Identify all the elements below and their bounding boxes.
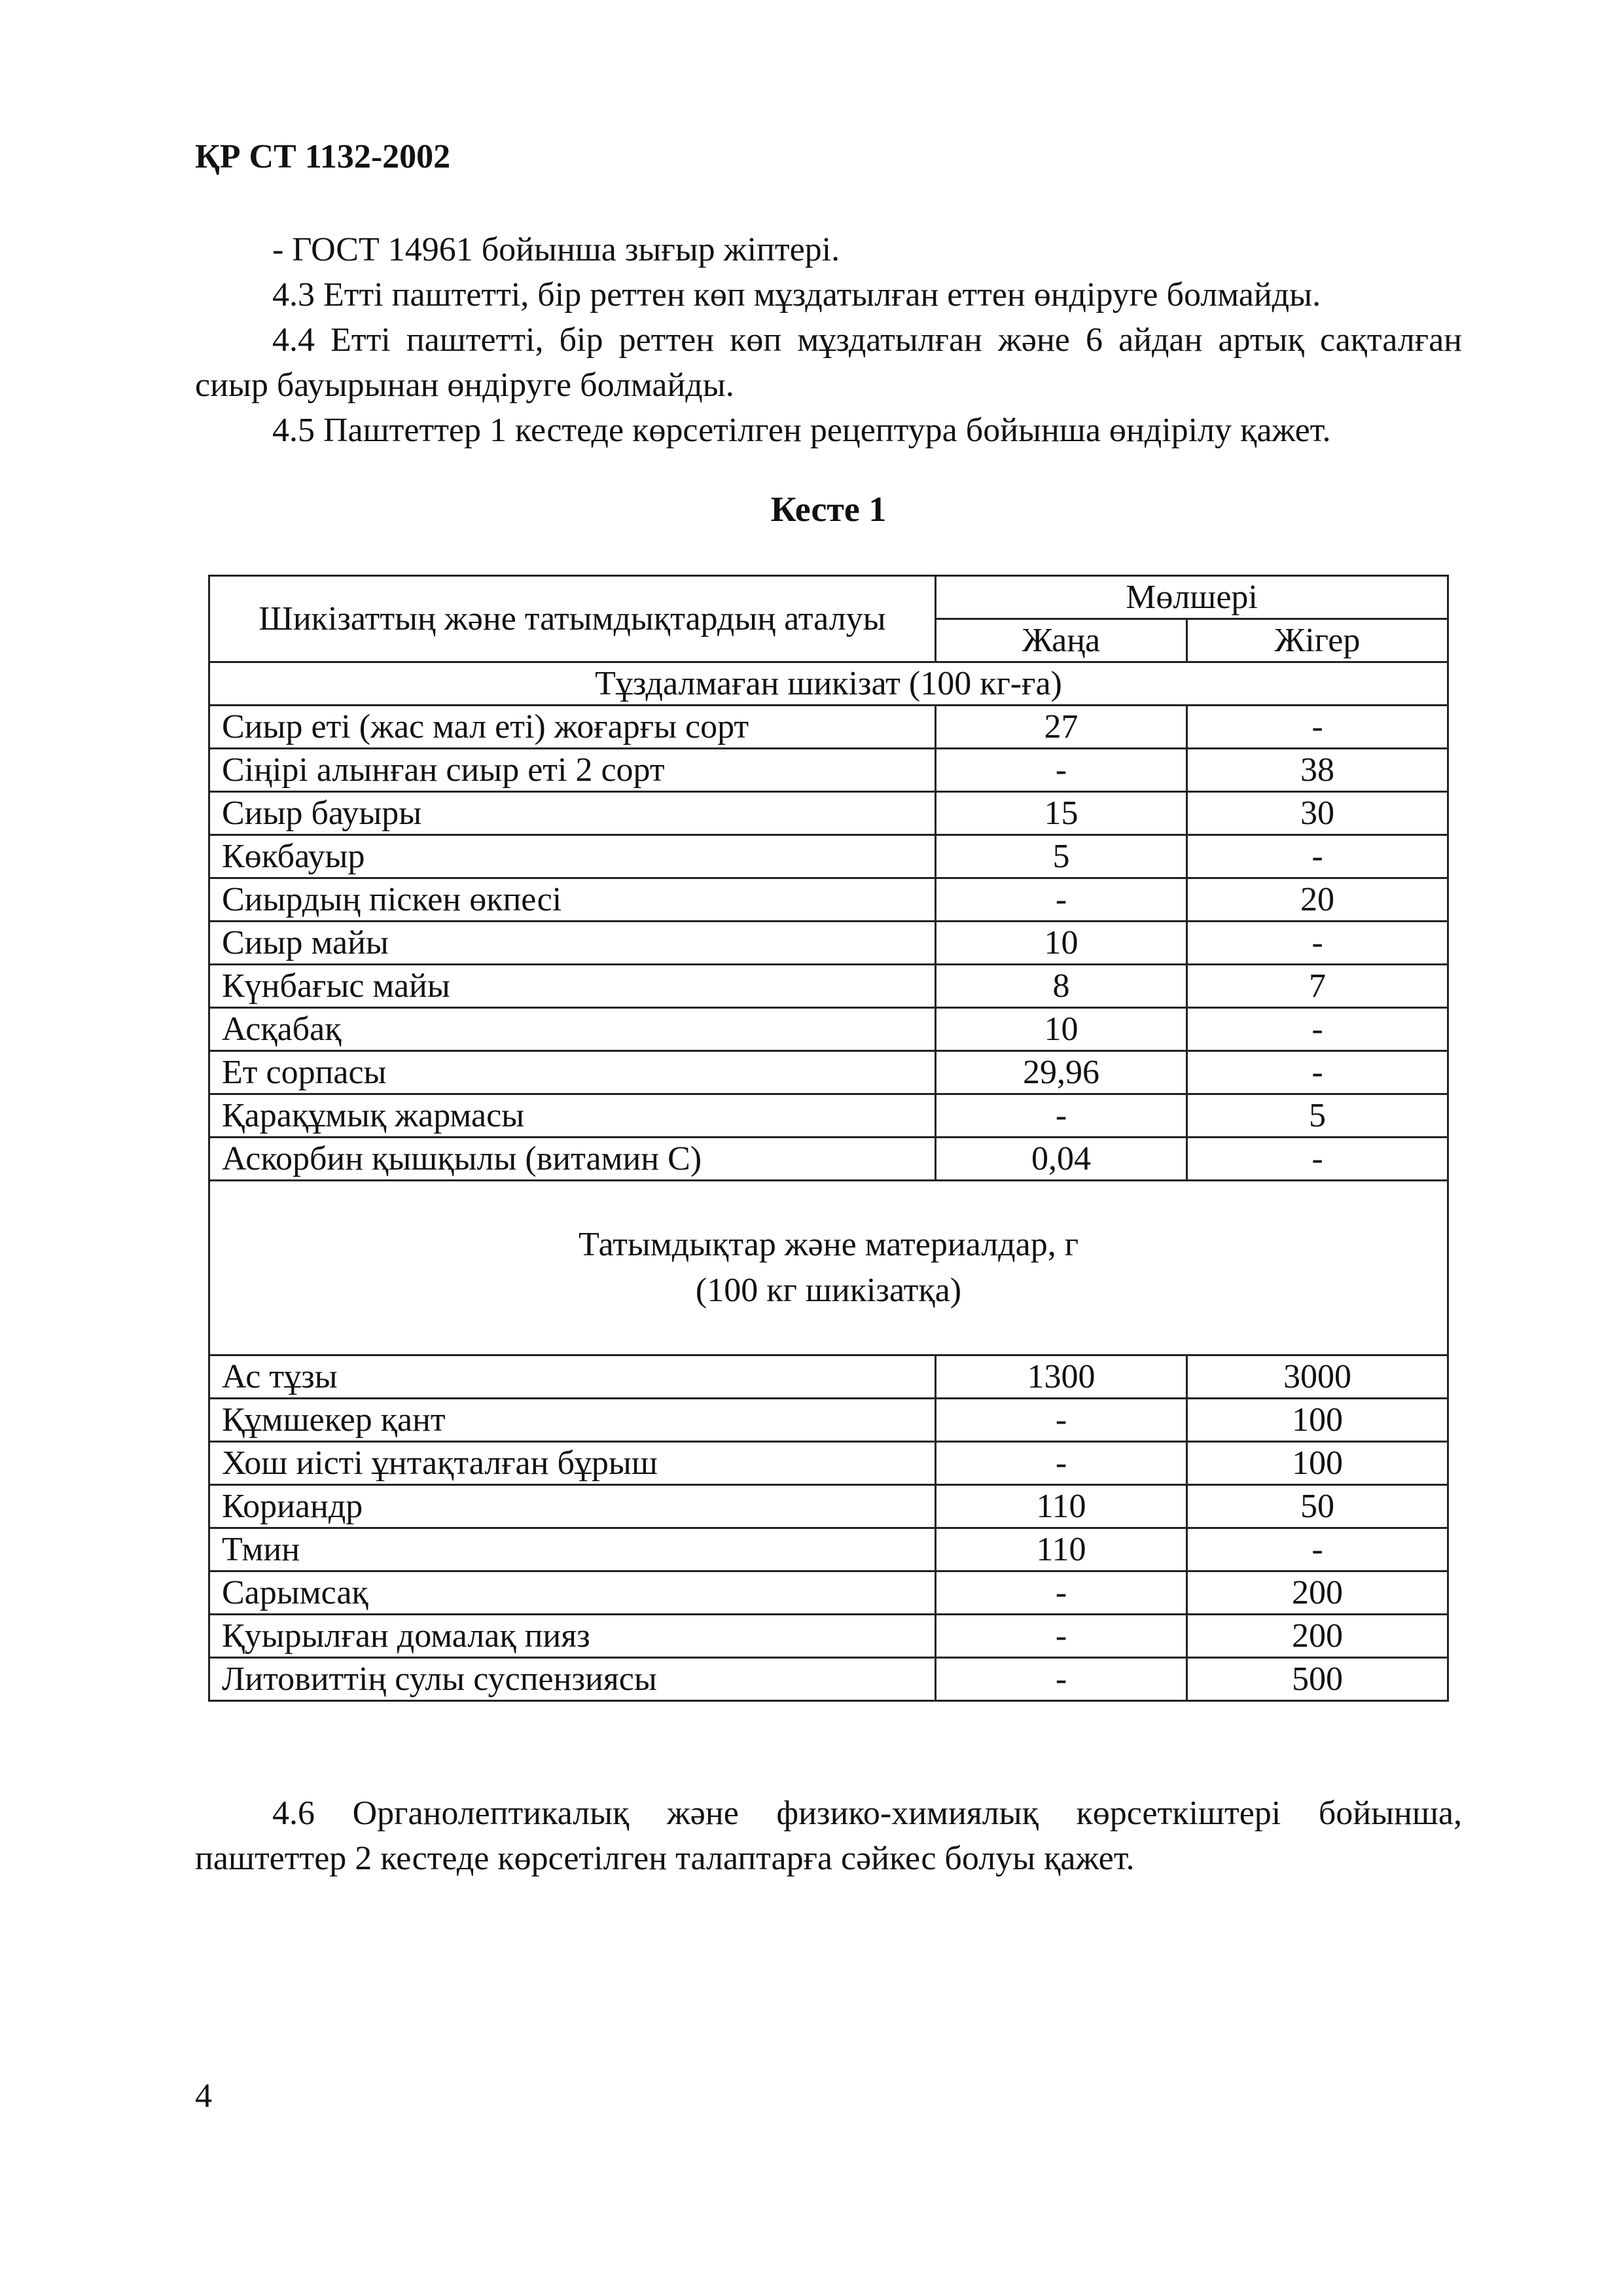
amount-fresh: 110 (936, 1528, 1187, 1571)
ingredient-name: Сиыр бауыры (209, 792, 936, 835)
amount-liver: - (1187, 1138, 1448, 1181)
ingredient-name: Құмшекер қант (209, 1399, 936, 1442)
column-header-amount: Мөлшері (936, 576, 1448, 619)
amount-fresh: 10 (936, 922, 1187, 965)
amount-liver: - (1187, 706, 1448, 749)
ingredient-name: Сиырдың піскен өкпесі (209, 878, 936, 922)
ingredient-name: Кориандр (209, 1485, 936, 1528)
section-header-row (209, 1181, 1448, 1355)
amount-fresh: - (936, 1399, 1187, 1442)
amount-liver: 38 (1187, 749, 1448, 792)
table-row (209, 965, 1448, 1008)
ingredient-name: Сиыр майы (209, 922, 936, 965)
amount-liver: 200 (1187, 1615, 1448, 1658)
table-row (209, 922, 1448, 965)
amount-fresh: - (936, 1442, 1187, 1485)
recipe-table (208, 575, 1449, 1702)
amount-liver: 30 (1187, 792, 1448, 835)
amount-fresh: 8 (936, 965, 1187, 1008)
ingredient-name: Сіңірі алынған сиыр еті 2 сорт (209, 749, 936, 792)
ingredient-name: Қуырылған домалақ пияз (209, 1615, 936, 1658)
amount-fresh: - (936, 1571, 1187, 1615)
amount-fresh: 110 (936, 1485, 1187, 1528)
amount-fresh: 5 (936, 835, 1187, 878)
amount-liver: - (1187, 922, 1448, 965)
paragraph-4-6: 4.6 Органолептикалық және физико-химиялық көрсеткіштері бойынша, паштеттер 2 кестеде көрсетілген талаптарға сәйкес болуы қажет. (195, 1795, 1462, 1877)
amount-fresh: 0,04 (936, 1138, 1187, 1181)
column-header-fresh: Жаңа (936, 619, 1187, 662)
table-row (209, 1399, 1448, 1442)
document-code: ҚР СТ 1132-2002 (195, 138, 451, 175)
ingredient-name: Қарақұмық жармасы (209, 1094, 936, 1138)
paragraph-4-3: 4.3 Етті паштетті, бір реттен көп мұздатылған еттен өндіруге болмайды. (272, 276, 1321, 314)
amount-liver: 100 (1187, 1399, 1448, 1442)
table-row (209, 1138, 1448, 1181)
paragraph-4-5: 4.5 Паштеттер 1 кестеде көрсетілген рецептура бойынша өндірілу қажет. (272, 412, 1331, 449)
table-row (209, 1571, 1448, 1615)
table-row (209, 749, 1448, 792)
ingredient-name: Ет сорпасы (209, 1051, 936, 1094)
table-row (209, 1442, 1448, 1485)
column-header-name: Шикізаттың және татымдықтардың аталуы (209, 576, 936, 662)
amount-liver: - (1187, 835, 1448, 878)
amount-fresh: - (936, 1615, 1187, 1658)
amount-liver: 500 (1187, 1658, 1448, 1701)
section-title-line-2: (100 кг шикізатқа) (695, 1272, 962, 1309)
ingredient-name: Ас тұзы (209, 1355, 936, 1399)
amount-fresh: 15 (936, 792, 1187, 835)
amount-fresh: - (936, 878, 1187, 922)
amount-liver: 100 (1187, 1442, 1448, 1485)
table-row (209, 1615, 1448, 1658)
page-number: 4 (195, 2077, 212, 2115)
paragraph-flax-threads: - ГОСТ 14961 бойынша зығыр жіптері. (272, 231, 840, 268)
table-row (209, 1658, 1448, 1701)
amount-liver: - (1187, 1008, 1448, 1051)
table-row (209, 1355, 1448, 1399)
table-row (209, 1528, 1448, 1571)
ingredient-name: Сиыр еті (жас мал еті) жоғарғы сорт (209, 706, 936, 749)
amount-liver: - (1187, 1051, 1448, 1094)
table-row (209, 1094, 1448, 1138)
table-row (209, 878, 1448, 922)
ingredient-name: Сарымсақ (209, 1571, 936, 1615)
table-row (209, 792, 1448, 835)
ingredient-name: Көкбауыр (209, 835, 936, 878)
amount-fresh: 29,96 (936, 1051, 1187, 1094)
table-row (209, 706, 1448, 749)
amount-liver: - (1187, 1528, 1448, 1571)
amount-fresh: - (936, 1658, 1187, 1701)
amount-fresh: 27 (936, 706, 1187, 749)
amount-liver: 5 (1187, 1094, 1448, 1138)
amount-liver: 50 (1187, 1485, 1448, 1528)
column-header-liver: Жігер (1187, 619, 1448, 662)
ingredient-name: Аскорбин қышқылы (витамин С) (209, 1138, 936, 1181)
table-row (209, 1008, 1448, 1051)
table-row (209, 1051, 1448, 1094)
table-row (209, 1485, 1448, 1528)
amount-fresh: 1300 (936, 1355, 1187, 1399)
ingredient-name: Хош иісті ұнтақталған бұрыш (209, 1442, 936, 1485)
ingredient-name: Күнбағыс майы (209, 965, 936, 1008)
ingredient-name: Асқабақ (209, 1008, 936, 1051)
amount-fresh: - (936, 1094, 1187, 1138)
ingredient-name: Литовиттің сулы суспензиясы (209, 1658, 936, 1701)
amount-liver: 200 (1187, 1571, 1448, 1615)
amount-fresh: 10 (936, 1008, 1187, 1051)
amount-liver: 3000 (1187, 1355, 1448, 1399)
amount-liver: 20 (1187, 878, 1448, 922)
section-title-raw-materials: Тұздалмаған шикізат (100 кг-ға) (209, 662, 1448, 706)
section-title-line-1: Татымдықтар және материалдар, г (578, 1226, 1079, 1263)
table-header-row (209, 576, 1448, 619)
section-title-seasonings (209, 1181, 1448, 1355)
ingredient-name: Тмин (209, 1528, 936, 1571)
amount-fresh: - (936, 749, 1187, 792)
section-header-row (209, 662, 1448, 706)
table-row (209, 835, 1448, 878)
amount-liver: 7 (1187, 965, 1448, 1008)
table-caption: Кесте 1 (770, 490, 887, 529)
paragraph-4-4: 4.4 Етті паштетті, бір реттен көп мұздатылған және 6 айдан артық сақталған сиыр бауырынан өндіруге болмайды. (195, 321, 1462, 404)
